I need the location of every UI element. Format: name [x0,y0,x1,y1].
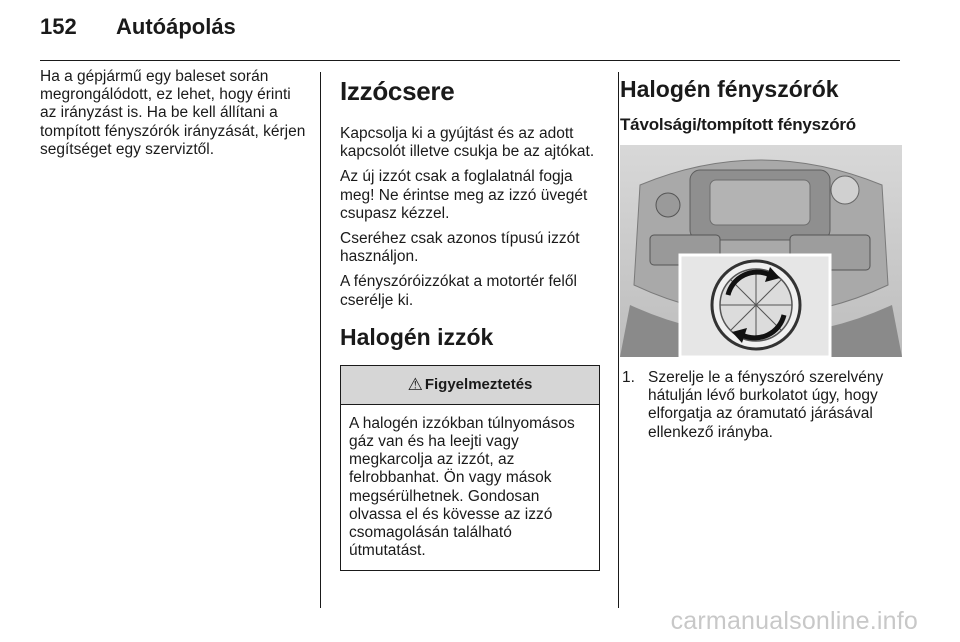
column-3 [620,68,902,442]
step-text: Szerelje le a fényszóró szerelvény hátulján lévő burkolatot úgy, hogy elforgatja az óramutató járásával ellenkező irányba. [648,369,884,441]
section-heading: Izzócsere [340,76,455,106]
headlamp-cover-rotate-illustration-icon [620,145,902,357]
warning-header [341,366,599,405]
column-divider-1 [320,72,321,608]
warning-body [341,405,599,571]
page-header [40,14,236,44]
instruction-steps [620,369,902,442]
warning-text: A halogén izzókban túlnyomásos gáz van és ha leejti vagy megkarcolja az izzót, az felrobbanhat. Ön vagy mások megsérülhetnek. Gondosan olvassa el és kövesse az izzó csomagolásán található útmutatást. [349,414,575,560]
warning-icon: ⚠ [407,374,423,394]
column-1 [40,68,308,159]
body-paragraph: A fényszóróizzókat a motortér felől cserélje ki. [340,273,577,309]
header-divider [40,60,900,61]
body-paragraph: Ha a gépjármű egy baleset során megrongálódott, ez lehet, hogy érinti az irányzást is. Ha be kell állítani a tompított fényszórók irányzását, kérjen segítséget egy szerviztől. [40,68,306,158]
warning-title: Figyelmeztetés [424,376,533,394]
body-paragraph: Az új izzót csak a foglalatnál fogja meg! Ne érintse meg az izzó üvegét csupasz kézzel. [340,168,588,222]
body-paragraph: Cseréhez csak azonos típusú izzót használjon. [340,230,580,266]
column-2 [340,68,602,571]
section-heading: Halogén fényszórók [620,76,839,102]
subsection-heading: Távolsági/tompított fényszóró [620,115,856,134]
column-divider-2 [618,72,619,608]
headlamp-figure [620,145,902,357]
step-number: 1. [622,369,635,386]
subsection-heading: Halogén izzók [340,323,494,350]
page-title: Autóápolás [116,14,236,39]
step-item [620,369,902,442]
watermark: carmanualsonline.info [670,607,918,635]
page-number: 152 [40,14,77,39]
warning-box [340,365,600,572]
body-paragraph: Kapcsolja ki a gyújtást és az adott kapcsolót illetve csukja be az ajtókat. [340,125,595,161]
